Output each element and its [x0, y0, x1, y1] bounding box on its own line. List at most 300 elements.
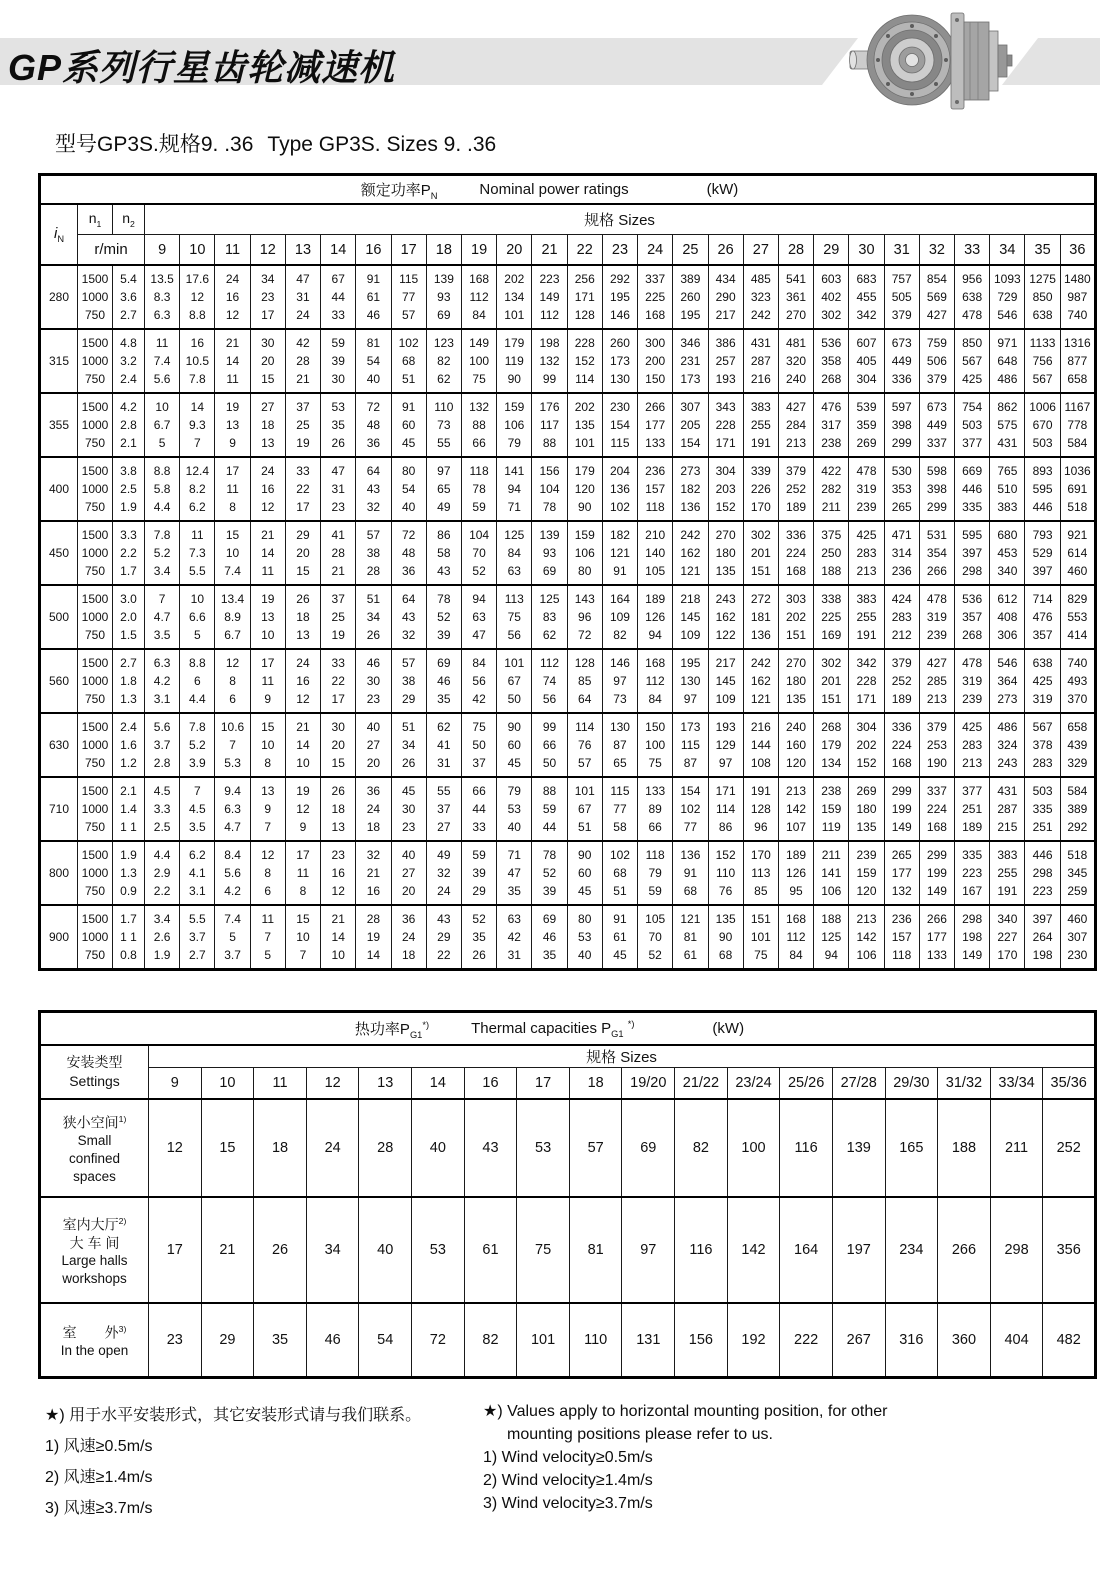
power-value-cell: 159 106 80 [567, 521, 602, 585]
power-value-cell: 40 27 20 [391, 841, 426, 905]
power-value-cell: 299 199 149 [884, 777, 919, 841]
ratio-value-cell: 280 [40, 265, 78, 329]
power-table-row [40, 777, 1096, 841]
size-column-header: 16 [356, 235, 391, 266]
power-value-cell: 10 6.7 5 [145, 393, 180, 457]
power-value-cell: 21 14 11 [215, 329, 250, 393]
thermal-size-column-header: 9 [149, 1068, 202, 1100]
power-value-cell: 159 106 79 [497, 393, 532, 457]
power-value-cell: 243 162 122 [708, 585, 743, 649]
power-value-cell: 12.4 8.2 6.2 [180, 457, 215, 521]
footnote-line: ★) 用于水平安装形式，其它安装形式请与我们联系。 [45, 1407, 422, 1424]
power-value-cell: 15 10 7.4 [215, 521, 250, 585]
thermal-value-cell: 298 [990, 1197, 1043, 1303]
power-value-cell: 8.8 5.8 4.4 [145, 457, 180, 521]
power-value-cell: 15 10 7 [285, 905, 320, 970]
power-value-cell: 242 162 121 [743, 649, 778, 713]
power-value-cell: 7.8 5.2 3.4 [145, 521, 180, 585]
power-value-cell: 63 42 31 [497, 905, 532, 970]
power-table-row [40, 841, 1096, 905]
power-value-cell: 78 52 39 [532, 841, 567, 905]
power-value-cell: 343 228 171 [708, 393, 743, 457]
thermal-value-cell: 54 [359, 1303, 412, 1378]
thermal-value-cell: 139 [832, 1099, 885, 1197]
power-value-cell: 14 9.3 7 [180, 393, 215, 457]
power-value-cell: 658 439 329 [1060, 713, 1095, 777]
power-value-cell: 91 60 45 [391, 393, 426, 457]
power-value-cell: 149 100 75 [461, 329, 496, 393]
power-value-cell: 7 4.5 3.5 [180, 777, 215, 841]
power-value-cell: 273 182 136 [673, 457, 708, 521]
power-value-cell: 379 252 189 [778, 457, 813, 521]
power-value-cell: 99 66 50 [532, 713, 567, 777]
power-value-cell: 299 199 149 [919, 841, 954, 905]
power-value-cell: 503 335 251 [1025, 777, 1060, 841]
power-value-cell: 51 34 26 [391, 713, 426, 777]
power-value-cell: 379 253 190 [919, 713, 954, 777]
power-value-cell: 32 21 16 [356, 841, 391, 905]
power-value-cell: 5.6 3.7 2.8 [145, 713, 180, 777]
power-value-cell: 389 260 195 [673, 265, 708, 329]
power-value-cell: 269 180 135 [849, 777, 884, 841]
n2-values-cell: 5.4 3.6 2.7 [113, 265, 145, 329]
power-value-cell: 422 282 211 [814, 457, 849, 521]
thermal-table [38, 1010, 1097, 1379]
power-value-cell: 740 493 370 [1060, 649, 1095, 713]
size-column-header: 13 [285, 235, 320, 266]
power-value-cell: 434 290 217 [708, 265, 743, 329]
size-column-header: 21 [532, 235, 567, 266]
power-value-cell: 164 109 82 [602, 585, 637, 649]
power-value-cell: 530 353 265 [884, 457, 919, 521]
power-value-cell: 1275 850 638 [1025, 265, 1060, 329]
power-value-cell: 383 255 191 [990, 841, 1025, 905]
power-value-cell: 13.4 8.9 6.7 [215, 585, 250, 649]
size-column-header: 32 [919, 235, 954, 266]
power-value-cell: 21 14 10 [321, 905, 356, 970]
power-value-cell: 425 283 213 [955, 713, 990, 777]
page-subtitle [55, 128, 496, 158]
power-value-cell: 13.5 8.3 6.3 [145, 265, 180, 329]
power-value-cell: 17 11 8 [285, 841, 320, 905]
power-table-row [40, 585, 1096, 649]
thermal-value-cell: 82 [464, 1303, 517, 1378]
power-value-cell: 152 110 76 [708, 841, 743, 905]
thermal-value-cell: 21 [201, 1197, 254, 1303]
power-value-cell: 210 140 105 [638, 521, 673, 585]
power-value-cell: 669 446 335 [955, 457, 990, 521]
power-value-cell: 57 38 28 [356, 521, 391, 585]
thermal-size-column-header: 33/34 [990, 1068, 1043, 1100]
size-column-header: 22 [567, 235, 602, 266]
power-value-cell: 862 575 431 [990, 393, 1025, 457]
thermal-size-column-header: 11 [254, 1068, 307, 1100]
n1-values-cell: 1500 1000 750 [78, 777, 113, 841]
ratio-value-cell: 900 [40, 905, 78, 970]
thermal-value-cell: 46 [306, 1303, 359, 1378]
power-value-cell: 42 28 21 [285, 329, 320, 393]
n2-values-cell: 2.4 1.6 1.2 [113, 713, 145, 777]
power-value-cell: 19 12 9 [285, 777, 320, 841]
thermal-value-cell: 75 [517, 1197, 570, 1303]
thermal-value-cell: 23 [149, 1303, 202, 1378]
power-value-cell: 198 132 99 [532, 329, 567, 393]
thermal-value-cell: 57 [569, 1099, 622, 1197]
power-value-cell: 612 408 306 [990, 585, 1025, 649]
power-value-cell: 115 77 58 [602, 777, 637, 841]
power-value-cell: 81 54 40 [356, 329, 391, 393]
size-column-header: 30 [849, 235, 884, 266]
power-value-cell: 236 157 118 [638, 457, 673, 521]
footnote-line: 3) Wind velocity≥3.7m/s [483, 1495, 653, 1512]
power-value-cell: 30 20 15 [250, 329, 285, 393]
power-value-cell: 24 16 12 [250, 457, 285, 521]
power-value-cell: 478 319 239 [955, 649, 990, 713]
power-value-cell: 16 10.5 7.8 [180, 329, 215, 393]
power-value-cell: 383 255 191 [743, 393, 778, 457]
power-value-cell: 168 112 84 [461, 265, 496, 329]
power-value-cell: 339 226 170 [743, 457, 778, 521]
power-value-cell: 132 88 66 [461, 393, 496, 457]
power-value-cell: 1167 778 584 [1060, 393, 1095, 457]
power-value-cell: 213 142 106 [849, 905, 884, 970]
thermal-value-cell: 82 [675, 1099, 728, 1197]
power-value-cell: 272 181 136 [743, 585, 778, 649]
n1-values-cell: 1500 1000 750 [78, 393, 113, 457]
power-value-cell: 11 7 5 [250, 905, 285, 970]
power-value-cell: 19 13 10 [250, 585, 285, 649]
setting-label-cell: 室 外$^{3)}$ In the open [40, 1303, 149, 1378]
power-value-cell: 598 398 299 [919, 457, 954, 521]
power-value-cell: 12 8 6 [215, 649, 250, 713]
power-value-cell: 195 130 97 [673, 649, 708, 713]
power-value-cell: 5.5 3.7 2.7 [180, 905, 215, 970]
thermal-size-column-header: 27/28 [832, 1068, 885, 1100]
thermal-value-cell: 26 [254, 1197, 307, 1303]
power-value-cell: 102 68 51 [391, 329, 426, 393]
power-value-cell: 37 25 19 [285, 393, 320, 457]
power-value-cell: 66 44 33 [461, 777, 496, 841]
power-value-cell: 13 9 7 [250, 777, 285, 841]
thermal-size-column-header: 14 [412, 1068, 465, 1100]
power-value-cell: 121 81 61 [673, 905, 708, 970]
thermal-value-cell: 61 [464, 1197, 517, 1303]
power-value-cell: 29 20 15 [285, 521, 320, 585]
power-value-cell: 424 283 212 [884, 585, 919, 649]
power-value-cell: 260 173 130 [602, 329, 637, 393]
footnote-line: 1) 风速≥0.5m/s [45, 1438, 153, 1455]
power-value-cell: 52 35 26 [461, 905, 496, 970]
size-column-header: 18 [426, 235, 461, 266]
power-value-cell: 673 449 336 [884, 329, 919, 393]
power-value-cell: 72 48 36 [391, 521, 426, 585]
ratio-value-cell: 710 [40, 777, 78, 841]
size-column-header: 9 [145, 235, 180, 266]
power-value-cell: 59 39 30 [321, 329, 356, 393]
n2-values-cell: 3.8 2.5 1.9 [113, 457, 145, 521]
ratio-value-cell: 315 [40, 329, 78, 393]
power-value-cell: 43 29 22 [426, 905, 461, 970]
power-value-cell: 230 154 115 [602, 393, 637, 457]
power-value-cell: 680 453 340 [990, 521, 1025, 585]
power-table-row [40, 713, 1096, 777]
power-value-cell: 265 177 132 [884, 841, 919, 905]
power-value-cell: 7 4.7 3.5 [145, 585, 180, 649]
thermal-value-cell: 97 [622, 1197, 675, 1303]
power-table [38, 173, 1097, 971]
n2-values-cell: 2.7 1.8 1.3 [113, 649, 145, 713]
power-value-cell: 303 202 151 [778, 585, 813, 649]
power-value-cell: 191 128 96 [743, 777, 778, 841]
power-title-unit: (kW) [706, 181, 739, 198]
footnote-line: mounting positions please refer to us. [507, 1426, 773, 1443]
power-value-cell: 79 53 40 [497, 777, 532, 841]
thermal-value-cell: 100 [727, 1099, 780, 1197]
power-value-cell: 47 31 24 [285, 265, 320, 329]
power-value-cell: 1036 691 518 [1060, 457, 1095, 521]
power-value-cell: 346 231 173 [673, 329, 708, 393]
power-value-cell: 397 264 198 [1025, 905, 1060, 970]
power-value-cell: 33 22 17 [285, 457, 320, 521]
power-value-cell: 21 14 11 [250, 521, 285, 585]
thermal-value-cell: 192 [727, 1303, 780, 1378]
power-value-cell: 86 58 43 [426, 521, 461, 585]
thermal-value-cell: 197 [832, 1197, 885, 1303]
power-value-cell: 188 125 94 [814, 905, 849, 970]
power-value-cell: 154 102 77 [673, 777, 708, 841]
thermal-size-column-header: 13 [359, 1068, 412, 1100]
n1-values-cell: 1500 1000 750 [78, 713, 113, 777]
power-table-row [40, 265, 1096, 329]
power-value-cell: 118 78 59 [461, 457, 496, 521]
n1-values-cell: 1500 1000 750 [78, 521, 113, 585]
size-column-header: 24 [638, 235, 673, 266]
power-value-cell: 136 91 68 [673, 841, 708, 905]
thermal-value-cell: 34 [306, 1197, 359, 1303]
thermal-value-cell: 164 [780, 1197, 833, 1303]
power-value-cell: 80 54 40 [391, 457, 426, 521]
size-column-header: 17 [391, 235, 426, 266]
power-value-cell: 171 114 86 [708, 777, 743, 841]
thermal-value-cell: 81 [569, 1197, 622, 1303]
power-value-cell: 4.5 3.3 2.5 [145, 777, 180, 841]
power-value-cell: 168 112 84 [778, 905, 813, 970]
power-value-cell: 236 157 118 [884, 905, 919, 970]
power-value-cell: 130 87 65 [602, 713, 637, 777]
subtitle-en: Type GP3S. Sizes 9. .36 [267, 133, 497, 156]
power-value-cell: 1093 729 546 [990, 265, 1025, 329]
power-value-cell: 75 50 37 [461, 713, 496, 777]
ratio-column-header: $i_N$ [40, 204, 78, 265]
power-table-row [40, 393, 1096, 457]
power-value-cell: 216 144 108 [743, 713, 778, 777]
power-value-cell: 10.6 7 5.3 [215, 713, 250, 777]
power-value-cell: 427 285 213 [919, 649, 954, 713]
footnote-line: 1) Wind velocity≥0.5m/s [483, 1449, 653, 1466]
n1-column-header: $n_1$ [78, 204, 113, 235]
power-value-cell: 829 553 414 [1060, 585, 1095, 649]
power-value-cell: 64 43 32 [391, 585, 426, 649]
thermal-value-cell: 360 [938, 1303, 991, 1378]
power-value-cell: 386 257 193 [708, 329, 743, 393]
thermal-value-cell: 316 [885, 1303, 938, 1378]
thermal-value-cell: 24 [306, 1099, 359, 1197]
power-value-cell: 10 6.6 5 [180, 585, 215, 649]
power-value-cell: 893 595 446 [1025, 457, 1060, 521]
power-value-cell: 4.4 2.9 2.2 [145, 841, 180, 905]
power-value-cell: 302 201 151 [814, 649, 849, 713]
power-value-cell: 123 82 62 [426, 329, 461, 393]
thermal-value-cell: 188 [938, 1099, 991, 1197]
power-value-cell: 238 159 119 [814, 777, 849, 841]
power-value-cell: 182 121 91 [602, 521, 637, 585]
power-value-cell: 683 455 342 [849, 265, 884, 329]
power-value-cell: 84 56 42 [461, 649, 496, 713]
rpm-header: r/min [78, 235, 145, 266]
ratio-value-cell: 355 [40, 393, 78, 457]
thermal-table-title [40, 1012, 1096, 1046]
power-value-cell: 793 529 397 [1025, 521, 1060, 585]
power-value-cell: 202 135 101 [567, 393, 602, 457]
power-value-cell: 1480 987 740 [1060, 265, 1095, 329]
power-value-cell: 481 320 240 [778, 329, 813, 393]
power-value-cell: 37 25 19 [321, 585, 356, 649]
thermal-size-column-header: 21/22 [675, 1068, 728, 1100]
thermal-value-cell: 72 [412, 1303, 465, 1378]
thermal-value-cell: 404 [990, 1303, 1043, 1378]
thermal-title-cn: 热功率$P_{G1}^{*)}$ [354, 1019, 430, 1040]
power-value-cell: 638 425 319 [1025, 649, 1060, 713]
power-table-title [40, 175, 1096, 205]
power-value-cell: 118 79 59 [638, 841, 673, 905]
power-value-cell: 292 195 146 [602, 265, 637, 329]
power-value-cell: 854 569 427 [919, 265, 954, 329]
power-value-cell: 97 65 49 [426, 457, 461, 521]
power-value-cell: 765 510 383 [990, 457, 1025, 521]
power-value-cell: 41 28 21 [321, 521, 356, 585]
power-value-cell: 383 255 191 [849, 585, 884, 649]
power-value-cell: 268 179 134 [814, 713, 849, 777]
size-column-header: 19 [461, 235, 496, 266]
power-value-cell: 105 70 52 [638, 905, 673, 970]
power-value-cell: 34 23 17 [250, 265, 285, 329]
n2-values-cell: 1.7 1 1 0.8 [113, 905, 145, 970]
n1-values-cell: 1500 1000 750 [78, 905, 113, 970]
thermal-size-column-header: 17 [517, 1068, 570, 1100]
power-value-cell: 150 100 75 [638, 713, 673, 777]
thermal-value-cell: 101 [517, 1303, 570, 1378]
power-value-cell: 460 307 230 [1060, 905, 1095, 970]
power-value-cell: 478 319 239 [919, 585, 954, 649]
n2-values-cell: 4.8 3.2 2.4 [113, 329, 145, 393]
thermal-value-cell: 40 [359, 1197, 412, 1303]
power-value-cell: 431 287 215 [990, 777, 1025, 841]
power-value-cell: 754 503 377 [955, 393, 990, 457]
power-value-cell: 471 314 236 [884, 521, 919, 585]
power-value-cell: 179 120 90 [567, 457, 602, 521]
ratio-value-cell: 630 [40, 713, 78, 777]
power-value-cell: 53 35 26 [321, 393, 356, 457]
n2-values-cell: 3.0 2.0 1.5 [113, 585, 145, 649]
n2-values-cell: 1.9 1.3 0.9 [113, 841, 145, 905]
footnote-marker: 3) [118, 1324, 127, 1335]
power-value-cell: 101 67 51 [567, 777, 602, 841]
power-value-cell: 90 60 45 [497, 713, 532, 777]
power-value-cell: 7.4 5 3.7 [215, 905, 250, 970]
power-value-cell: 476 317 238 [814, 393, 849, 457]
thermal-value-cell: 165 [885, 1099, 938, 1197]
power-value-cell: 170 113 85 [743, 841, 778, 905]
ratio-value-cell: 400 [40, 457, 78, 521]
thermal-size-column-header: 18 [569, 1068, 622, 1100]
power-value-cell: 141 94 71 [497, 457, 532, 521]
power-value-cell: 11 7.4 5.6 [145, 329, 180, 393]
power-value-cell: 256 171 128 [567, 265, 602, 329]
power-value-cell: 69 46 35 [426, 649, 461, 713]
power-value-cell: 673 449 337 [919, 393, 954, 457]
power-value-cell: 335 223 167 [955, 841, 990, 905]
power-value-cell: 300 200 150 [638, 329, 673, 393]
power-value-cell: 125 84 63 [497, 521, 532, 585]
power-value-cell: 64 43 32 [356, 457, 391, 521]
ratio-value-cell: 560 [40, 649, 78, 713]
power-value-cell: 30 20 15 [321, 713, 356, 777]
power-value-cell: 51 34 26 [356, 585, 391, 649]
power-value-cell: 340 227 170 [990, 905, 1025, 970]
footnotes-english [483, 1400, 888, 1524]
power-value-cell: 12 8 6 [250, 841, 285, 905]
thermal-value-cell: 17 [149, 1197, 202, 1303]
power-value-cell: 156 104 78 [532, 457, 567, 521]
power-value-cell: 55 37 27 [426, 777, 461, 841]
size-column-header: 31 [884, 235, 919, 266]
power-value-cell: 202 134 101 [497, 265, 532, 329]
power-value-cell: 135 90 68 [708, 905, 743, 970]
power-value-cell: 204 136 102 [602, 457, 637, 521]
power-value-cell: 113 75 56 [497, 585, 532, 649]
n1-values-cell: 1500 1000 750 [78, 457, 113, 521]
power-value-cell: 45 30 23 [391, 777, 426, 841]
power-value-cell: 24 16 12 [285, 649, 320, 713]
thermal-size-column-header: 16 [464, 1068, 517, 1100]
thermal-value-cell: 252 [1043, 1099, 1096, 1197]
power-value-cell: 956 638 478 [955, 265, 990, 329]
power-value-cell: 240 160 120 [778, 713, 813, 777]
power-value-cell: 307 205 154 [673, 393, 708, 457]
power-value-cell: 80 53 40 [567, 905, 602, 970]
power-value-cell: 597 398 299 [884, 393, 919, 457]
power-value-cell: 49 32 24 [426, 841, 461, 905]
footnote-line: 2) 风速≥1.4m/s [45, 1469, 153, 1486]
setting-label-cell: 狭小空间$^{1)}$ Small confined spaces [40, 1099, 149, 1197]
power-value-cell: 336 224 168 [778, 521, 813, 585]
size-column-header: 11 [215, 235, 250, 266]
power-value-cell: 1006 670 503 [1025, 393, 1060, 457]
power-value-cell: 128 85 64 [567, 649, 602, 713]
power-value-cell: 36 24 18 [391, 905, 426, 970]
page-title: GP系列行星齿轮减速机 [8, 47, 396, 88]
power-value-cell: 26 18 13 [285, 585, 320, 649]
thermal-size-column-header: 31/32 [938, 1068, 991, 1100]
power-value-cell: 176 117 88 [532, 393, 567, 457]
power-value-cell: 217 145 109 [708, 649, 743, 713]
thermal-size-column-header: 23/24 [727, 1068, 780, 1100]
thermal-size-column-header: 12 [306, 1068, 359, 1100]
size-column-header: 28 [778, 235, 813, 266]
power-value-cell: 337 224 168 [919, 777, 954, 841]
power-value-cell: 78 52 39 [426, 585, 461, 649]
footnote-line: ★) Values apply to horizontal mounting position, for other [483, 1403, 888, 1420]
